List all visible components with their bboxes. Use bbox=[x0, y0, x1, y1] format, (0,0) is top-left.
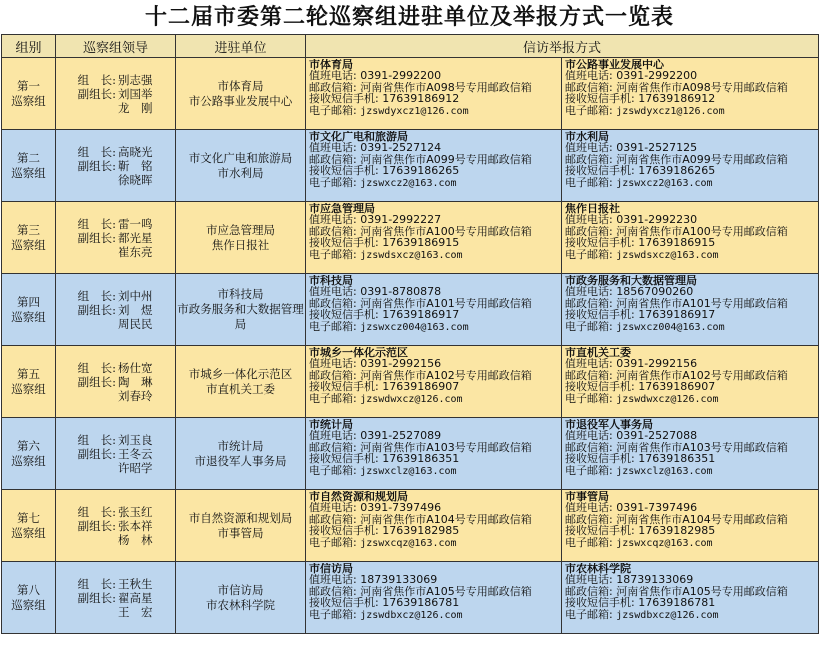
unit-name: 市统计局 bbox=[217, 438, 264, 453]
group-name-line: 巡察组 bbox=[11, 237, 46, 252]
unit-name: 市事管局 bbox=[217, 525, 264, 540]
phone-label: 值班电话: bbox=[309, 70, 357, 82]
contact-cell bbox=[306, 58, 562, 130]
group-name-line: 巡察组 bbox=[11, 597, 46, 612]
table-row bbox=[2, 274, 819, 346]
table-row bbox=[2, 58, 819, 130]
leader-name: 别志强 bbox=[118, 72, 153, 87]
leaders-cell bbox=[56, 58, 176, 130]
sms-value: 17639186907 bbox=[638, 381, 716, 393]
deputy-name: 张本祥 bbox=[118, 518, 153, 533]
deputy-label: 副组长: bbox=[77, 590, 116, 605]
group-name-line: 巡察组 bbox=[11, 381, 46, 396]
leaders-cell bbox=[56, 130, 176, 202]
email-value: jzswxcz2@163.com bbox=[616, 177, 713, 189]
deputy-name: 龙 刚 bbox=[118, 100, 153, 115]
group-name-cell bbox=[2, 58, 56, 130]
group-name-cell bbox=[2, 490, 56, 562]
leader-label: 组 长: bbox=[77, 576, 116, 591]
email-label: 电子邮箱: bbox=[565, 536, 613, 549]
mailbox-value: 河南省焦作市A101号专用邮政信箱 bbox=[616, 297, 788, 310]
table-row bbox=[2, 130, 819, 202]
email-label: 电子邮箱: bbox=[309, 248, 357, 261]
group-name-line: 第五 bbox=[17, 366, 40, 381]
email-label: 电子邮箱: bbox=[565, 248, 613, 261]
mailbox-label: 邮政信箱: bbox=[565, 369, 613, 382]
group-name-line: 第三 bbox=[17, 222, 40, 237]
leader-label: 组 长: bbox=[77, 72, 116, 87]
phone-label: 值班电话: bbox=[565, 214, 613, 226]
sms-label: 接收短信手机: bbox=[309, 597, 379, 609]
contact-org: 市农林科学院 bbox=[565, 563, 631, 575]
unit-name: 市文化广电和旅游局 bbox=[188, 150, 293, 165]
contact-cell bbox=[562, 490, 819, 562]
email-value: jzswxcz2@163.com bbox=[360, 177, 457, 189]
sms-label: 接收短信手机: bbox=[309, 165, 379, 177]
sms-value: 17639186915 bbox=[382, 237, 460, 249]
mailbox-label: 邮政信箱: bbox=[309, 513, 357, 526]
sms-value: 17639182985 bbox=[638, 525, 716, 537]
sms-value: 17639186351 bbox=[638, 453, 716, 465]
units-cell bbox=[176, 58, 306, 130]
contact-cell bbox=[562, 58, 819, 130]
contact-cell bbox=[562, 562, 819, 634]
email-value: jzswxcqz@163.com bbox=[616, 537, 713, 549]
group-name-line: 第八 bbox=[17, 582, 40, 597]
leaders-cell bbox=[56, 202, 176, 274]
email-value: jzswdsxcz@163.com bbox=[616, 249, 719, 261]
leader-label: 组 长: bbox=[77, 288, 116, 303]
sms-value: 17639186917 bbox=[382, 309, 460, 321]
contact-org: 市自然资源和规划局 bbox=[309, 491, 408, 503]
mailbox-value: 河南省焦作市A103号专用邮政信箱 bbox=[616, 441, 788, 454]
sms-value: 17639186781 bbox=[638, 597, 716, 609]
mailbox-label: 邮政信箱: bbox=[309, 153, 357, 166]
table-row bbox=[2, 202, 819, 274]
group-name-line: 巡察组 bbox=[11, 525, 46, 540]
sms-value: 17639186912 bbox=[638, 93, 716, 105]
phone-value: 0391-2992156 bbox=[616, 358, 698, 370]
phone-label: 值班电话: bbox=[565, 430, 613, 442]
contact-cell bbox=[562, 346, 819, 418]
email-label: 电子邮箱: bbox=[309, 320, 357, 333]
sms-value: 17639186912 bbox=[382, 93, 460, 105]
table-row bbox=[2, 418, 819, 490]
phone-value: 0391-2992200 bbox=[360, 70, 442, 82]
deputy-name: 刘国举 bbox=[118, 86, 153, 101]
table-header-row bbox=[2, 35, 819, 58]
sms-value: 17639182985 bbox=[382, 525, 460, 537]
mailbox-value: 河南省焦作市A100号专用邮政信箱 bbox=[616, 225, 788, 238]
leaders-cell bbox=[56, 346, 176, 418]
contact-org: 市直机关工委 bbox=[565, 347, 631, 359]
phone-label: 值班电话: bbox=[565, 70, 613, 82]
email-value: jzswdbxcz@126.com bbox=[360, 609, 463, 621]
contact-org: 市科技局 bbox=[309, 275, 353, 287]
sms-value: 17639186351 bbox=[382, 453, 460, 465]
unit-name: 市政务服务和大数据管理局 bbox=[177, 302, 304, 331]
email-label: 电子邮箱: bbox=[309, 464, 357, 477]
units-cell bbox=[176, 562, 306, 634]
unit-name: 市直机关工委 bbox=[206, 381, 275, 396]
leader-label: 组 长: bbox=[77, 360, 116, 375]
sms-label: 接收短信手机: bbox=[565, 597, 635, 609]
table-row bbox=[2, 346, 819, 418]
inspection-table bbox=[1, 34, 819, 634]
leaders-cell bbox=[56, 562, 176, 634]
mailbox-label: 邮政信箱: bbox=[309, 441, 357, 454]
unit-name: 焦作日报社 bbox=[211, 237, 270, 252]
group-name-line: 巡察组 bbox=[11, 309, 46, 324]
contact-cell bbox=[562, 130, 819, 202]
email-value: jzswdbxcz@126.com bbox=[616, 609, 719, 621]
leader-name: 王秋生 bbox=[118, 576, 153, 591]
sms-label: 接收短信手机: bbox=[565, 237, 635, 249]
sms-label: 接收短信手机: bbox=[309, 309, 379, 321]
group-name-line: 第四 bbox=[17, 294, 40, 309]
sms-label: 接收短信手机: bbox=[309, 453, 379, 465]
sms-value: 17639186265 bbox=[638, 165, 716, 177]
contact-cell bbox=[306, 202, 562, 274]
phone-label: 值班电话: bbox=[565, 574, 613, 586]
units-cell bbox=[176, 490, 306, 562]
header-units: 进驻单位 bbox=[176, 35, 306, 58]
mailbox-value: 河南省焦作市A105号专用邮政信箱 bbox=[616, 585, 788, 598]
deputy-name: 刘春玲 bbox=[118, 388, 153, 403]
deputy-name: 崔东亮 bbox=[118, 244, 153, 259]
group-name-line: 第七 bbox=[17, 510, 40, 525]
header-report: 信访举报方式 bbox=[306, 35, 819, 58]
deputy-label: 副组长: bbox=[77, 374, 116, 389]
sms-value: 17639186907 bbox=[382, 381, 460, 393]
email-label: 电子邮箱: bbox=[309, 536, 357, 549]
group-name-line: 第一 bbox=[17, 78, 40, 93]
leader-name: 刘中州 bbox=[118, 288, 153, 303]
units-cell bbox=[176, 202, 306, 274]
mailbox-label: 邮政信箱: bbox=[565, 225, 613, 238]
mailbox-label: 邮政信箱: bbox=[309, 297, 357, 310]
unit-name: 市城乡一体化示范区 bbox=[188, 366, 293, 381]
deputy-label: 副组长: bbox=[77, 302, 116, 317]
deputy-name: 都光星 bbox=[118, 230, 153, 245]
contact-cell bbox=[562, 418, 819, 490]
mailbox-label: 邮政信箱: bbox=[565, 585, 613, 598]
contact-org: 市水利局 bbox=[565, 131, 609, 143]
mailbox-value: 河南省焦作市A098号专用邮政信箱 bbox=[616, 81, 788, 94]
phone-value: 0391-2992156 bbox=[360, 358, 442, 370]
contact-org: 焦作日报社 bbox=[565, 203, 620, 215]
sms-label: 接收短信手机: bbox=[565, 525, 635, 537]
contact-org: 市应急管理局 bbox=[309, 203, 375, 215]
mailbox-value: 河南省焦作市A102号专用邮政信箱 bbox=[616, 369, 788, 382]
phone-value: 0391-7397496 bbox=[616, 502, 698, 514]
deputy-name: 翟高星 bbox=[118, 590, 153, 605]
phone-value: 0391-2527088 bbox=[616, 430, 698, 442]
contact-org: 市文化广电和旅游局 bbox=[309, 131, 408, 143]
phone-label: 值班电话: bbox=[309, 430, 357, 442]
group-name-cell bbox=[2, 274, 56, 346]
group-name-line: 巡察组 bbox=[11, 93, 46, 108]
email-value: jzswxclz@163.com bbox=[616, 465, 713, 477]
phone-label: 值班电话: bbox=[565, 142, 613, 154]
leader-name: 雷一鸣 bbox=[118, 216, 153, 231]
contact-org: 市城乡一体化示范区 bbox=[309, 347, 408, 359]
group-name-cell bbox=[2, 418, 56, 490]
phone-value: 0391-2992227 bbox=[360, 214, 442, 226]
email-label: 电子邮箱: bbox=[309, 392, 357, 405]
email-label: 电子邮箱: bbox=[565, 104, 613, 117]
contact-cell bbox=[306, 130, 562, 202]
leaders-cell bbox=[56, 490, 176, 562]
email-value: jzswdyxcz1@126.com bbox=[360, 105, 469, 117]
mailbox-label: 邮政信箱: bbox=[309, 225, 357, 238]
group-name-cell bbox=[2, 202, 56, 274]
mailbox-label: 邮政信箱: bbox=[565, 513, 613, 526]
contact-org: 市政务服务和大数据管理局 bbox=[565, 275, 697, 287]
deputy-name: 靳 铭 bbox=[118, 158, 153, 173]
table-row bbox=[2, 490, 819, 562]
deputy-label: 副组长: bbox=[77, 518, 116, 533]
email-value: jzswxcqz@163.com bbox=[360, 537, 457, 549]
mailbox-label: 邮政信箱: bbox=[309, 585, 357, 598]
leaders-cell bbox=[56, 274, 176, 346]
sms-value: 17639186917 bbox=[638, 309, 716, 321]
email-label: 电子邮箱: bbox=[309, 608, 357, 621]
phone-value: 0391-7397496 bbox=[360, 502, 442, 514]
sms-label: 接收短信手机: bbox=[309, 525, 379, 537]
contact-cell bbox=[562, 202, 819, 274]
sms-value: 17639186915 bbox=[638, 237, 716, 249]
unit-name: 市体育局 bbox=[217, 78, 264, 93]
contact-org: 市公路事业发展中心 bbox=[565, 59, 664, 71]
contact-org: 市事管局 bbox=[565, 491, 609, 503]
deputy-name: 王 宏 bbox=[118, 604, 153, 619]
mailbox-value: 河南省焦作市A104号专用邮政信箱 bbox=[360, 513, 532, 526]
group-name-line: 第六 bbox=[17, 438, 40, 453]
leader-label: 组 长: bbox=[77, 432, 116, 447]
sms-label: 接收短信手机: bbox=[565, 381, 635, 393]
leader-name: 杨仕宽 bbox=[118, 360, 153, 375]
deputy-name: 陶 琳 bbox=[118, 374, 153, 389]
mailbox-label: 邮政信箱: bbox=[565, 153, 613, 166]
phone-label: 值班电话: bbox=[565, 358, 613, 370]
email-value: jzswxcz004@163.com bbox=[360, 321, 469, 333]
deputy-label: 副组长: bbox=[77, 446, 116, 461]
unit-name: 市农林科学院 bbox=[206, 597, 275, 612]
group-name-cell bbox=[2, 346, 56, 418]
email-label: 电子邮箱: bbox=[565, 392, 613, 405]
table-row bbox=[2, 562, 819, 634]
email-label: 电子邮箱: bbox=[565, 320, 613, 333]
unit-name: 市退役军人事务局 bbox=[194, 453, 287, 468]
mailbox-value: 河南省焦作市A099号专用邮政信箱 bbox=[616, 153, 788, 166]
contact-cell bbox=[562, 274, 819, 346]
deputy-name: 刘 煜 bbox=[118, 302, 153, 317]
mailbox-label: 邮政信箱: bbox=[309, 81, 357, 94]
group-name-line: 第二 bbox=[17, 150, 40, 165]
units-cell bbox=[176, 274, 306, 346]
group-name-line: 巡察组 bbox=[11, 453, 46, 468]
mailbox-value: 河南省焦作市A105号专用邮政信箱 bbox=[360, 585, 532, 598]
leader-label: 组 长: bbox=[77, 504, 116, 519]
leaders-cell bbox=[56, 418, 176, 490]
deputy-label: 副组长: bbox=[77, 86, 116, 101]
leader-name: 刘玉良 bbox=[118, 432, 153, 447]
unit-name: 市信访局 bbox=[217, 582, 264, 597]
phone-label: 值班电话: bbox=[309, 286, 357, 298]
deputy-name: 徐晓晖 bbox=[118, 172, 153, 187]
email-value: jzswdyxcz1@126.com bbox=[616, 105, 725, 117]
mailbox-label: 邮政信箱: bbox=[565, 81, 613, 94]
header-leaders: 巡察组领导 bbox=[56, 35, 176, 58]
sms-label: 接收短信手机: bbox=[309, 93, 379, 105]
page-title: 十二届市委第二轮巡察组进驻单位及举报方式一览表 bbox=[144, 4, 674, 30]
contact-org: 市退役军人事务局 bbox=[565, 419, 653, 431]
phone-label: 值班电话: bbox=[309, 358, 357, 370]
leader-name: 张玉红 bbox=[118, 504, 153, 519]
contact-cell bbox=[306, 490, 562, 562]
contact-org: 市统计局 bbox=[309, 419, 353, 431]
mailbox-value: 河南省焦作市A104号专用邮政信箱 bbox=[616, 513, 788, 526]
sms-label: 接收短信手机: bbox=[565, 165, 635, 177]
sms-value: 17639186265 bbox=[382, 165, 460, 177]
group-name-cell bbox=[2, 562, 56, 634]
contact-org: 市信访局 bbox=[309, 563, 353, 575]
sms-label: 接收短信手机: bbox=[309, 237, 379, 249]
sms-label: 接收短信手机: bbox=[565, 93, 635, 105]
leader-label: 组 长: bbox=[77, 144, 116, 159]
deputy-label: 副组长: bbox=[77, 230, 116, 245]
phone-label: 值班电话: bbox=[309, 214, 357, 226]
email-label: 电子邮箱: bbox=[565, 464, 613, 477]
phone-value: 0391-2527089 bbox=[360, 430, 442, 442]
email-label: 电子邮箱: bbox=[309, 176, 357, 189]
phone-label: 值班电话: bbox=[309, 502, 357, 514]
phone-label: 值班电话: bbox=[309, 574, 357, 586]
email-label: 电子邮箱: bbox=[565, 176, 613, 189]
mailbox-label: 邮政信箱: bbox=[309, 369, 357, 382]
deputy-label: 副组长: bbox=[77, 158, 116, 173]
deputy-name: 许昭学 bbox=[118, 460, 153, 475]
phone-value: 0391-2992230 bbox=[616, 214, 698, 226]
sms-label: 接收短信手机: bbox=[565, 309, 635, 321]
units-cell bbox=[176, 418, 306, 490]
phone-value: 18567090260 bbox=[616, 286, 694, 298]
mailbox-value: 河南省焦作市A099号专用邮政信箱 bbox=[360, 153, 532, 166]
phone-value: 0391-2527125 bbox=[616, 142, 698, 154]
mailbox-value: 河南省焦作市A103号专用邮政信箱 bbox=[360, 441, 532, 454]
deputy-name: 周民民 bbox=[118, 316, 153, 331]
contact-cell bbox=[306, 562, 562, 634]
email-value: jzswdwxcz@126.com bbox=[616, 393, 719, 405]
mailbox-value: 河南省焦作市A101号专用邮政信箱 bbox=[360, 297, 532, 310]
mailbox-label: 邮政信箱: bbox=[565, 297, 613, 310]
unit-name: 市水利局 bbox=[217, 165, 264, 180]
units-cell bbox=[176, 130, 306, 202]
mailbox-value: 河南省焦作市A100号专用邮政信箱 bbox=[360, 225, 532, 238]
group-name-line: 巡察组 bbox=[11, 165, 46, 180]
email-value: jzswxclz@163.com bbox=[360, 465, 457, 477]
email-label: 电子邮箱: bbox=[565, 608, 613, 621]
email-value: jzswxcz004@163.com bbox=[616, 321, 725, 333]
deputy-name: 王冬云 bbox=[118, 446, 153, 461]
leader-name: 高晓光 bbox=[118, 144, 153, 159]
sms-label: 接收短信手机: bbox=[309, 381, 379, 393]
mailbox-value: 河南省焦作市A098号专用邮政信箱 bbox=[360, 81, 532, 94]
unit-name: 市科技局 bbox=[217, 287, 264, 301]
contact-cell bbox=[306, 418, 562, 490]
units-cell bbox=[176, 346, 306, 418]
sms-label: 接收短信手机: bbox=[565, 453, 635, 465]
unit-name: 市公路事业发展中心 bbox=[188, 93, 293, 108]
contact-cell bbox=[306, 274, 562, 346]
phone-label: 值班电话: bbox=[309, 142, 357, 154]
phone-value: 18739133069 bbox=[616, 574, 694, 586]
contact-org: 市体育局 bbox=[309, 59, 353, 71]
contact-cell bbox=[306, 346, 562, 418]
mailbox-label: 邮政信箱: bbox=[565, 441, 613, 454]
leader-label: 组 长: bbox=[77, 216, 116, 231]
unit-name: 市自然资源和规划局 bbox=[188, 510, 293, 525]
phone-value: 0391-2992200 bbox=[616, 70, 698, 82]
group-name-cell bbox=[2, 130, 56, 202]
phone-label: 值班电话: bbox=[565, 286, 613, 298]
phone-label: 值班电话: bbox=[565, 502, 613, 514]
email-value: jzswdsxcz@163.com bbox=[360, 249, 463, 261]
header-group: 组别 bbox=[2, 35, 56, 58]
phone-value: 18739133069 bbox=[360, 574, 438, 586]
email-label: 电子邮箱: bbox=[309, 104, 357, 117]
email-value: jzswdwxcz@126.com bbox=[360, 393, 463, 405]
deputy-name: 杨 林 bbox=[118, 532, 153, 547]
unit-name: 市应急管理局 bbox=[206, 222, 275, 237]
mailbox-value: 河南省焦作市A102号专用邮政信箱 bbox=[360, 369, 532, 382]
phone-value: 0391-2527124 bbox=[360, 142, 442, 154]
phone-value: 0391-8780878 bbox=[360, 286, 442, 298]
sms-value: 17639186781 bbox=[382, 597, 460, 609]
